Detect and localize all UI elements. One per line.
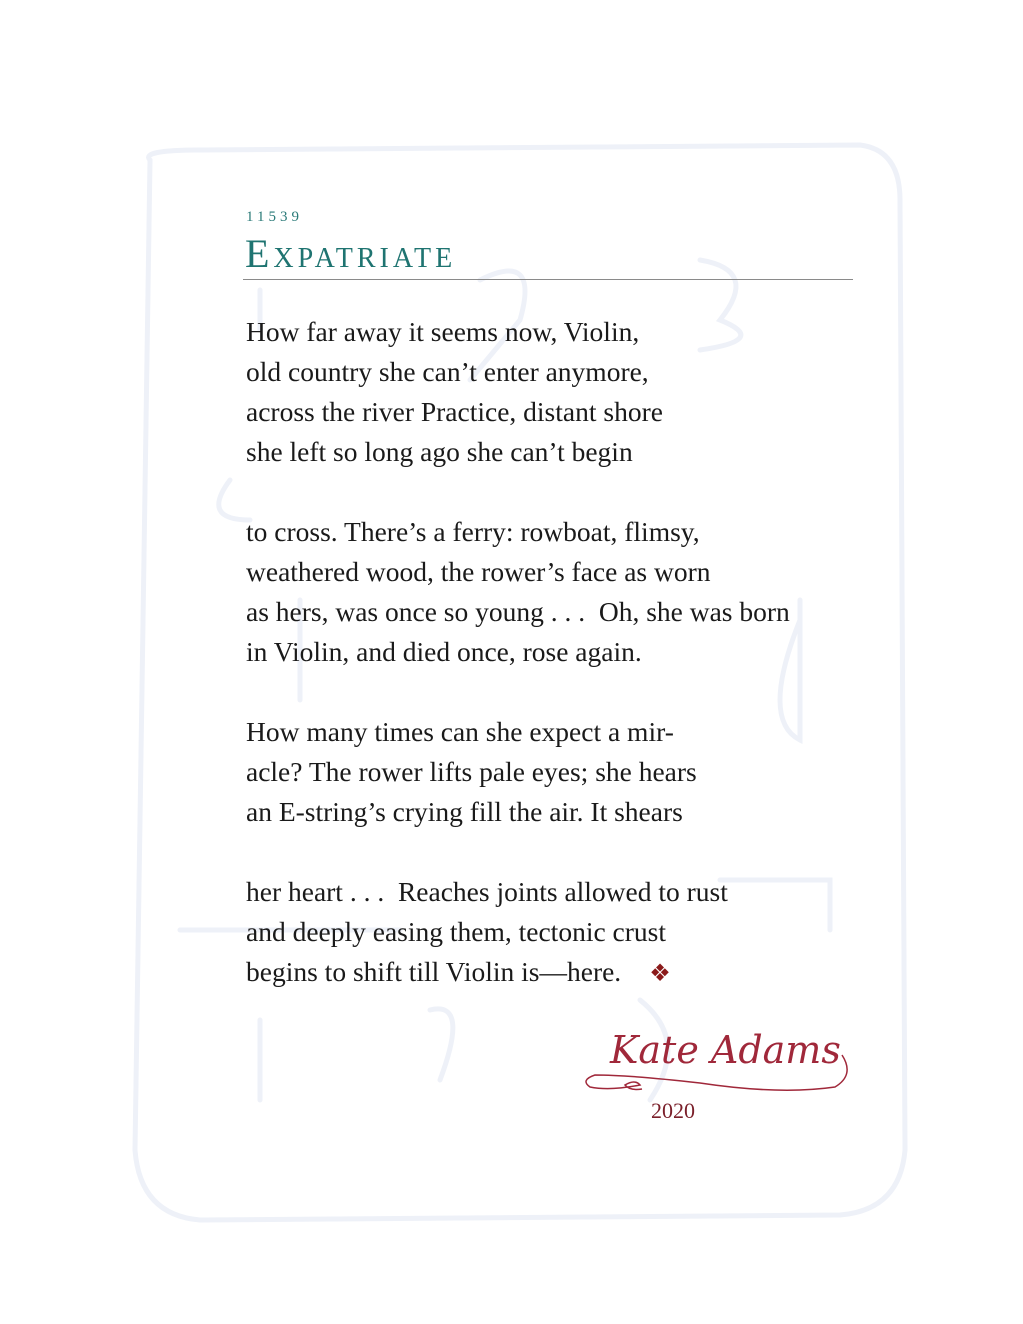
- stanza: [246, 312, 790, 472]
- stanza: [246, 712, 790, 832]
- ornament-icon: ❖: [649, 961, 671, 987]
- poem-body: [246, 312, 790, 1034]
- signature: [580, 1015, 855, 1100]
- poem-line-text: begins to shift till Violin is—here.: [246, 956, 622, 987]
- poem-line: across the river Practice, distant shore: [246, 396, 663, 427]
- poem-line: How many times can she expect a mir-: [246, 716, 674, 747]
- poem-title: Expatriate: [245, 231, 457, 276]
- poem-line: to cross. There’s a ferry: rowboat, flimsy,: [246, 516, 700, 547]
- poem-line: How far away it seems now, Violin,: [246, 316, 640, 347]
- poem-line: an E-string’s crying fill the air. It shears: [246, 796, 683, 827]
- poem-line: in Violin, and died once, rose again.: [246, 636, 642, 667]
- poem-number: 11539: [246, 209, 303, 225]
- poem-line: [246, 952, 790, 994]
- signature-year: 2020: [651, 1098, 695, 1123]
- poem-line: as hers, was once so young . . . Oh, she was born: [246, 596, 790, 627]
- poem-line: she left so long ago she can’t begin: [246, 436, 633, 467]
- stanza: [246, 512, 790, 672]
- stanza: [246, 872, 790, 994]
- poem-line: weathered wood, the rower’s face as worn: [246, 556, 711, 587]
- poem-line: and deeply easing them, tectonic crust: [246, 916, 666, 947]
- poem-line: acle? The rower lifts pale eyes; she hears: [246, 756, 697, 787]
- poem-line: old country she can’t enter anymore,: [246, 356, 649, 387]
- signature-text: Kate Adams: [610, 1028, 841, 1072]
- title-divider: [243, 279, 853, 280]
- poem-line: her heart . . . Reaches joints allowed to rust: [246, 876, 728, 907]
